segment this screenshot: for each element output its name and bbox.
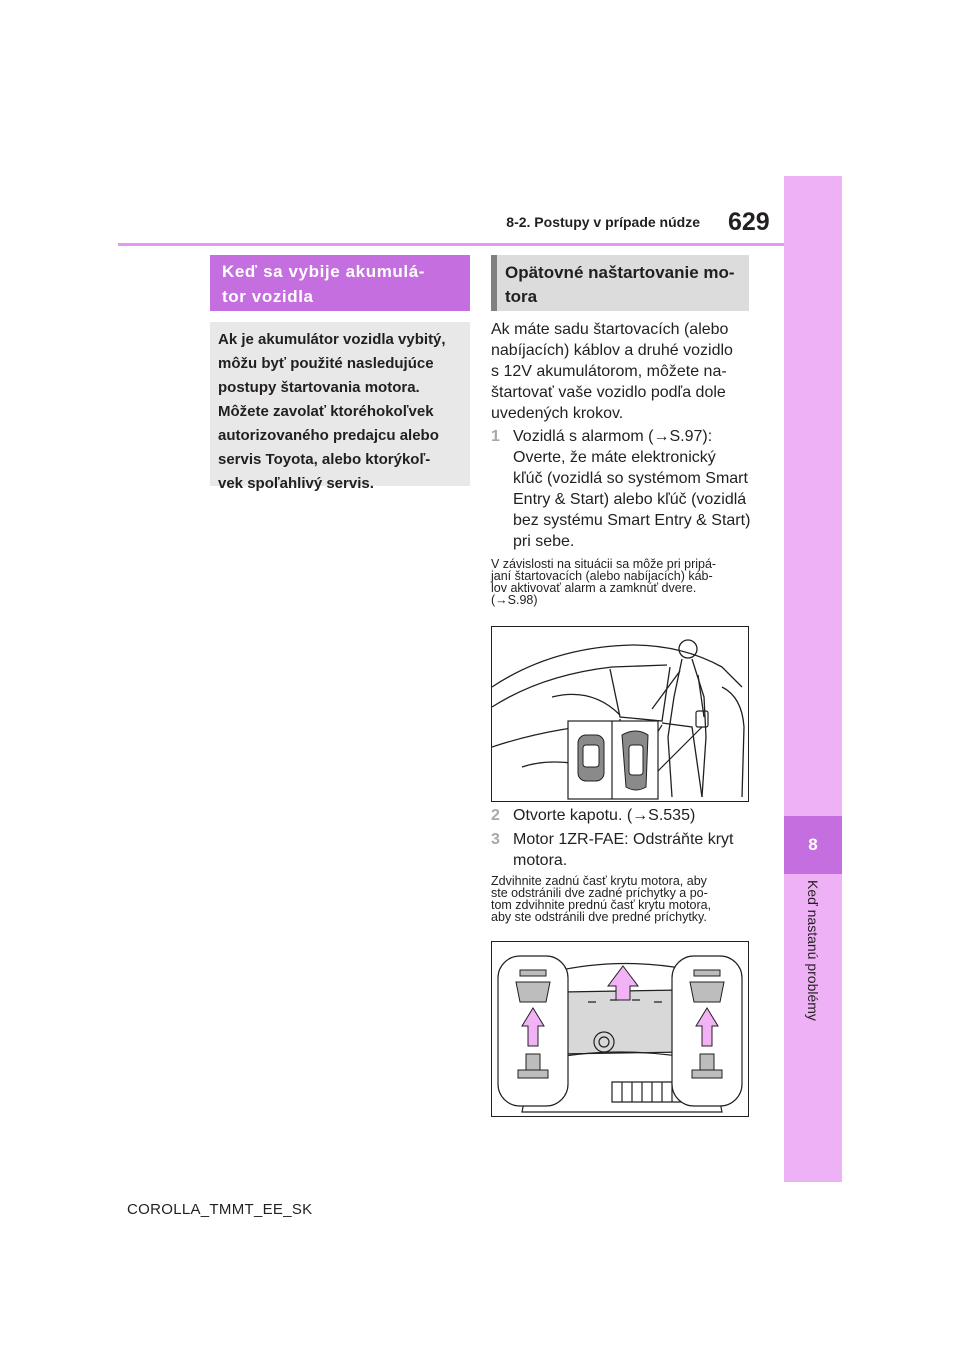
note-engine-cover xyxy=(491,875,753,923)
step-line: pri sebe. xyxy=(513,533,575,550)
heading-line: tor vozidla xyxy=(222,287,314,306)
note-line: aby ste odstránili dve predné príchytky. xyxy=(491,910,707,924)
intro-line: vek spoľahlivý servis. xyxy=(218,475,374,492)
left-intro-box xyxy=(210,322,470,492)
step-line: kľúč (vozidlá so systémom Smart xyxy=(513,470,748,487)
intro-line: autorizovaného predajcu alebo xyxy=(218,427,439,444)
car-door-drawing xyxy=(492,627,748,801)
step-line: Otvorte kapotu. (→S.535) xyxy=(513,807,696,824)
paragraph-line: s 12V akumulátorom, môžete na- xyxy=(491,363,727,380)
step-line: Overte, že máte elektronický xyxy=(513,449,716,466)
right-clip-inset xyxy=(672,956,742,1106)
note-line: V závislosti na situácii sa môže pri pripá- xyxy=(491,557,717,571)
note-line: lov aktivovať alarm a zamknúť dvere. xyxy=(491,581,697,595)
step-number: 3 xyxy=(491,831,500,848)
step-1 xyxy=(491,426,756,552)
note-line: janí štartovacích (alebo nabíjacích) káb- xyxy=(491,569,713,583)
paragraph-line: Ak máte sadu štartovacích (alebo xyxy=(491,321,729,338)
note-line: ste odstránili dve zadné príchytky a po- xyxy=(491,886,708,900)
step-number: 1 xyxy=(491,428,500,445)
step-line: Entry & Start) alebo kľúč (vozidlá xyxy=(513,491,747,508)
right-intro-paragraph xyxy=(491,319,756,424)
intro-line: servis Toyota, alebo ktorýkoľ- xyxy=(218,451,431,468)
key-inset xyxy=(568,721,658,799)
mechanical-key-icon xyxy=(622,731,648,790)
step-line: Motor 1ZR-FAE: Odstráňte kryt xyxy=(513,831,734,848)
step-text xyxy=(491,805,756,826)
section-title: 8-2. Postupy v prípade núdze xyxy=(506,214,700,230)
car-door-illustration xyxy=(491,626,749,802)
left-clip-inset xyxy=(498,956,568,1106)
engine-cover-illustration xyxy=(491,941,749,1117)
heading-line: Opätovné naštartovanie mo- xyxy=(505,263,735,282)
right-section-heading xyxy=(491,255,749,311)
heading-line: tora xyxy=(505,287,538,306)
chapter-number-badge: 8 xyxy=(784,816,842,874)
step-2 xyxy=(491,805,756,826)
page-number: 629 xyxy=(728,208,770,236)
note-line: (→S.98) xyxy=(491,593,538,607)
clip-icon xyxy=(690,970,724,1002)
step-line: bez systému Smart Entry & Start) xyxy=(513,512,751,529)
document-code: COROLLA_TMMT_EE_SK xyxy=(127,1201,313,1218)
step-text xyxy=(491,829,756,871)
person-figure xyxy=(652,640,706,797)
step-3 xyxy=(491,829,756,871)
smart-key-icon xyxy=(578,735,604,781)
left-section-heading xyxy=(210,255,470,311)
chapter-title: Keď nastanú problémy xyxy=(805,880,821,1021)
chapter-side-tab xyxy=(784,176,842,1182)
step-line: Vozidlá s alarmom (→S.97): xyxy=(513,428,713,445)
intro-line: môžu byť použité nasledujúce xyxy=(218,355,434,372)
paragraph-line: nabíjacích) káblov a druhé vozidlo xyxy=(491,342,733,359)
note-line: tom zdvihnite prednú časť krytu motora, xyxy=(491,898,712,912)
paragraph-line: štartovať vaše vozidlo podľa dole xyxy=(491,384,726,401)
engine-cover-drawing xyxy=(492,942,748,1116)
heading-line: Keď sa vybije akumulá- xyxy=(222,262,426,281)
intro-line: Ak je akumulátor vozidla vybitý, xyxy=(218,331,446,348)
intro-line: Môžete zavolať ktoréhokoľvek xyxy=(218,403,434,420)
note-alarm xyxy=(491,558,753,606)
note-line: Zdvihnite zadnú časť krytu motora, aby xyxy=(491,874,707,888)
paragraph-line: uvedených krokov. xyxy=(491,405,624,422)
step-number: 2 xyxy=(491,807,500,824)
header-rule xyxy=(118,243,784,246)
step-text xyxy=(491,426,756,552)
intro-line: postupy štartovania motora. xyxy=(218,379,420,396)
step-line: motora. xyxy=(513,852,568,869)
clip-icon xyxy=(516,970,550,1002)
